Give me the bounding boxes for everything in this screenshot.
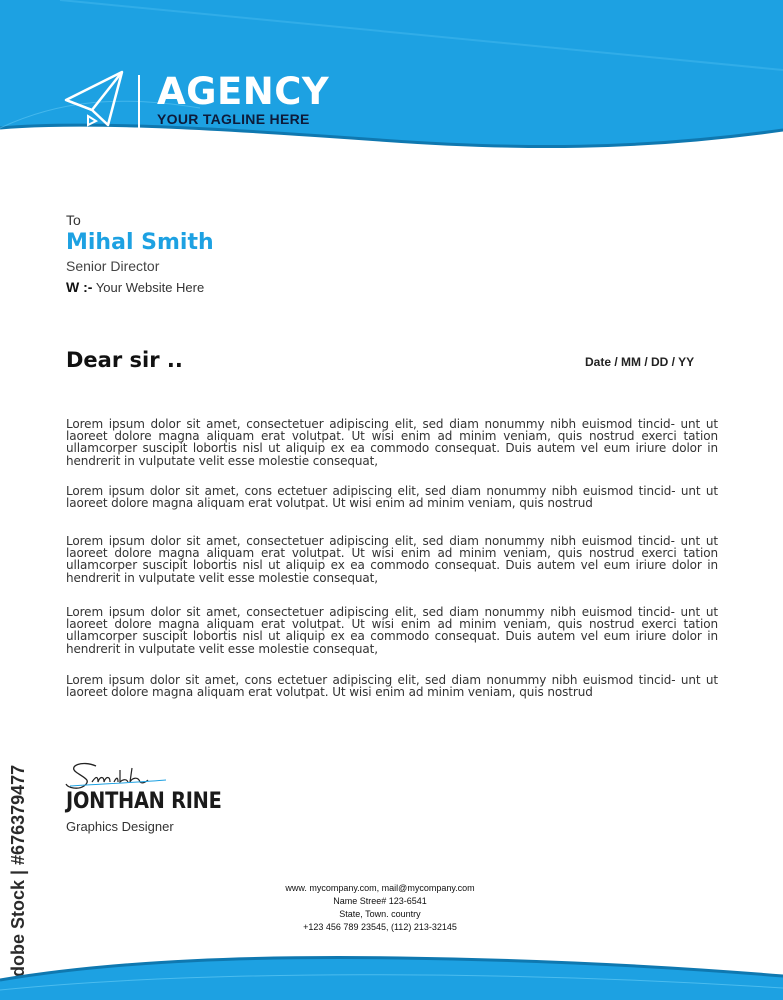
website-label: W :- xyxy=(66,279,93,295)
body-paragraph: Lorem ipsum dolor sit amet, cons ectetuer adipiscing elit, sed diam nonummy nibh euismod tincid- unt ut laoreet dolore magna aliquam erat volutpat. Ut wisi enim ad minim veniam, quis nostrud xyxy=(66,484,718,511)
body-paragraph: Lorem ipsum dolor sit amet, consectetuer adipiscing elit, sed diam nonummy nibh euismod tincid- unt ut laoreet dolore magna aliquam erat volutpat. Ut wisi enim ad minim veniam, quis nostrud exerci tation ullamcorper suscipit lobortis nisl ut aliquip ex ea commodo consequat. Duis autem vel eum iriure dolor in hendrerit in vulputate velit esse molestie consequat, xyxy=(66,417,718,468)
website-value: Your Website Here xyxy=(95,280,205,295)
contact-web-mail: www. mycompany.com, mail@mycompany.com xyxy=(285,883,475,893)
body-paragraph: Lorem ipsum dolor sit amet, consectetuer adipiscing elit, sed diam nonummy nibh euismod tincid- unt ut laoreet dolore magna aliquam erat volutpat. Ut wisi enim ad minim veniam, quis nostrud exerci tation ullamcorper suscipit lobortis nisl ut aliquip ex ea commodo consequat. Duis autem vel eum iriure dolor in hendrerit in vulputate velit esse molestie consequat, xyxy=(66,534,718,585)
recipient-website xyxy=(66,279,204,295)
letter-date: Date / MM / DD / YY xyxy=(585,355,695,369)
contact-phones: +123 456 789 23545, (112) 213-32145 xyxy=(303,922,457,932)
to-label: To xyxy=(66,212,81,228)
brand-name: AGENCY xyxy=(157,70,330,113)
brand-tagline: YOUR TAGLINE HERE xyxy=(157,111,310,127)
recipient-title: Senior Director xyxy=(66,258,160,274)
contact-street: Name Stree# 123-6541 xyxy=(333,896,427,906)
signer-name: JONTHAN RINE xyxy=(66,789,222,814)
body-paragraph: Lorem ipsum dolor sit amet, consectetuer adipiscing elit, sed diam nonummy nibh euismod tincid- unt ut laoreet dolore magna aliquam erat volutpat. Ut wisi enim ad minim veniam, quis nostrud exerci tation ullamcorper suscipit lobortis nisl ut aliquip ex ea commodo consequat. Duis autem vel eum iriure dolor in hendrerit in vulputate velit esse molestie consequat, xyxy=(66,605,718,656)
letter-greeting: Dear sir .. xyxy=(66,348,183,372)
paper-plane-logo-icon xyxy=(64,70,126,128)
recipient-name: Mihal Smith xyxy=(66,230,214,255)
contact-region: State, Town. country xyxy=(339,909,421,919)
signer-role: Graphics Designer xyxy=(66,819,174,834)
footer-wave-shape xyxy=(0,940,783,1000)
brand-divider xyxy=(138,75,140,129)
body-paragraph: Lorem ipsum dolor sit amet, cons ectetuer adipiscing elit, sed diam nonummy nibh euismod tincid- unt ut laoreet dolore magna aliquam erat volutpat. Ut wisi enim ad minim veniam, quis nostrud xyxy=(66,673,718,700)
stock-watermark-text: Adobe Stock | #676379477 xyxy=(8,764,28,990)
contact-block xyxy=(230,882,530,934)
